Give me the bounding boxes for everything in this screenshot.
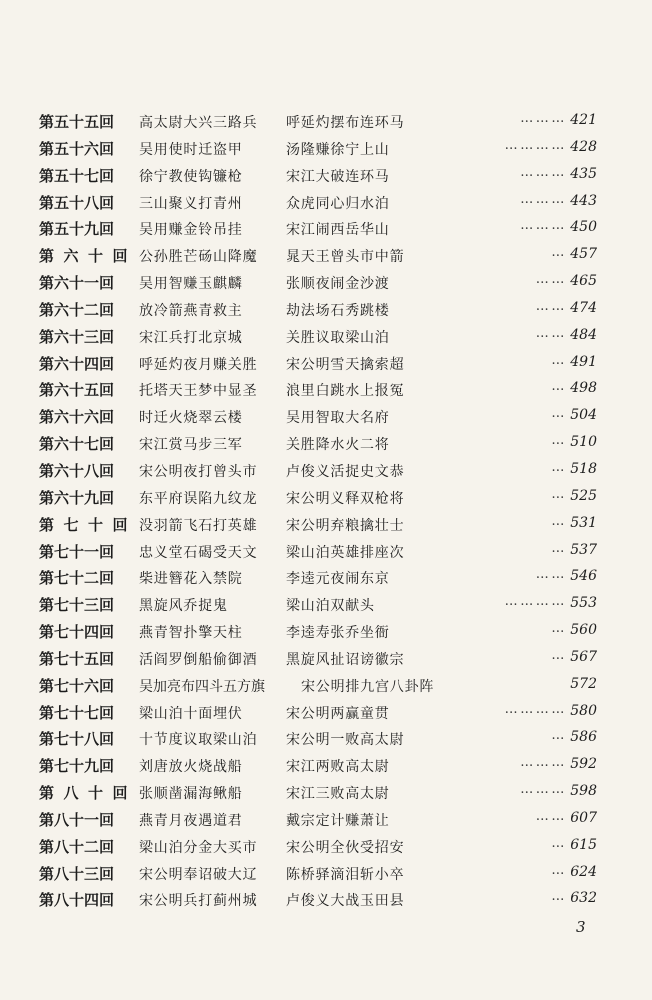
page-ref: 510	[570, 434, 597, 451]
dot-leader: …	[551, 433, 567, 449]
chapter-title-second: 张顺夜闹金沙渡	[286, 276, 390, 293]
chapter-title-first: 吴用使时迁盗甲	[139, 141, 243, 158]
dot-leader: …	[551, 406, 567, 422]
chapter-number: 第七十三回	[39, 596, 115, 615]
chapter-title-first: 东平府误陷九纹龙	[139, 490, 258, 507]
chapter-title-first: 十节度议取梁山泊	[139, 732, 258, 749]
chapter-number: 第六十四回	[39, 354, 115, 373]
dot-leader: …	[551, 647, 567, 663]
page-ref: 474	[570, 299, 597, 316]
dot-leader: …………	[504, 594, 567, 610]
chapter-title-first: 忠义堂石碣受天文	[139, 544, 258, 561]
toc-row	[0, 404, 652, 431]
dot-leader: …	[551, 459, 567, 475]
chapter-title-second: 李逵寿张乔坐衙	[286, 625, 390, 642]
toc-row	[0, 780, 652, 807]
chapter-title-second: 宋公明弃粮擒壮士	[286, 517, 405, 534]
chapter-title-first: 徐宁教使钩镰枪	[139, 168, 243, 185]
page-ref: 567	[570, 648, 597, 665]
dot-leader: ………	[520, 191, 567, 207]
toc-row	[0, 861, 652, 888]
toc-row	[0, 700, 652, 727]
chapter-title-second: 宋江大破连环马	[286, 168, 390, 185]
chapter-title-second: 卢俊义活捉史文恭	[286, 463, 405, 480]
toc-row	[0, 512, 652, 539]
dot-leader: …	[551, 862, 567, 878]
toc-row	[0, 646, 652, 673]
toc-row	[0, 485, 652, 512]
page-ref: 518	[570, 460, 597, 477]
toc-row	[0, 324, 652, 351]
chapter-title-first: 呼延灼夜月赚关胜	[139, 356, 258, 373]
page-ref: 504	[570, 407, 597, 424]
chapter-title-first: 刘唐放火烧战船	[139, 759, 243, 776]
chapter-title-second: 卢俊义大战玉田县	[286, 893, 405, 910]
chapter-title-second: 宋公明两赢童贯	[286, 705, 390, 722]
chapter-number: 第六十九回	[39, 488, 115, 507]
chapter-title-first: 高太尉大兴三路兵	[139, 115, 258, 131]
dot-leader: ……	[535, 808, 567, 824]
chapter-title-second: 李逵元夜闹东京	[286, 571, 390, 588]
page-ref: 615	[570, 836, 597, 853]
toc-row	[0, 431, 652, 458]
chapter-title-second: 浪里白跳水上报冤	[286, 383, 405, 400]
page-ref: 598	[570, 783, 597, 800]
chapter-title-second: 关胜降水火二将	[286, 437, 390, 454]
chapter-number: 第七十八回	[39, 730, 115, 749]
chapter-title-first: 托塔天王梦中显圣	[139, 383, 258, 400]
toc-row	[0, 351, 652, 378]
dot-leader: …	[551, 621, 567, 637]
chapter-title-first: 吴用赚金铃吊挂	[139, 222, 243, 239]
page-ref: 586	[570, 729, 597, 746]
toc-row	[0, 592, 652, 619]
dot-leader: …	[551, 540, 567, 556]
chapter-title-second: 宋江闹西岳华山	[286, 222, 390, 239]
toc-row	[0, 216, 652, 243]
chapter-title-second: 宋江两败高太尉	[286, 759, 390, 776]
page-ref: 553	[570, 595, 597, 612]
chapter-title-second: 汤隆赚徐宁上山	[286, 141, 390, 158]
toc-row	[0, 270, 652, 297]
page-ref: 572	[570, 675, 597, 692]
chapter-number: 第七十二回	[39, 569, 115, 588]
chapter-title-first: 三山聚义打青州	[139, 195, 243, 212]
chapter-number: 第五十七回	[39, 166, 115, 185]
chapter-title-second: 戴宗定计赚萧让	[286, 812, 390, 829]
chapter-number: 第七十六回	[39, 676, 115, 695]
chapter-number: 第七十七回	[39, 703, 115, 722]
dot-leader: …	[551, 889, 567, 905]
chapter-title-first: 燕青月夜遇道君	[139, 812, 243, 829]
toc-row	[0, 726, 652, 753]
dot-leader: …	[551, 513, 567, 529]
chapter-title-second: 宋公明一败高太尉	[286, 732, 405, 749]
page-ref: 632	[570, 890, 597, 907]
chapter-number: 第六十一回	[39, 274, 115, 293]
page-ref: 421	[570, 112, 597, 128]
chapter-number: 第八十四回	[39, 891, 115, 910]
chapter-title-first: 吴加亮布四斗五方旗	[139, 678, 265, 695]
chapter-title-first: 宋江赏马步三军	[139, 437, 243, 454]
chapter-title-second: 关胜议取梁山泊	[286, 329, 390, 346]
dot-leader: ………	[520, 218, 567, 234]
chapter-title-second: 陈桥驿滴泪斩小卒	[286, 866, 405, 883]
chapter-title-second: 黑旋风扯诏谤徽宗	[286, 651, 405, 668]
toc-row	[0, 190, 652, 217]
chapter-title-second: 晁天王曾头市中箭	[286, 249, 405, 266]
chapter-title-first: 宋公明夜打曾头市	[139, 463, 258, 480]
chapter-title-first: 公孙胜芒砀山降魔	[139, 249, 258, 266]
chapter-title-first: 黑旋风乔捉鬼	[139, 598, 228, 615]
chapter-number: 第八十三回	[39, 864, 115, 883]
chapter-title-second: 宋公明雪天擒索超	[286, 356, 405, 373]
dot-leader: …	[551, 245, 567, 261]
page-ref: 531	[570, 514, 597, 531]
page-ref: 428	[570, 138, 597, 155]
chapter-number: 第六十回	[39, 247, 138, 266]
dot-leader: …	[551, 379, 567, 395]
dot-leader: …	[551, 352, 567, 368]
toc-row	[0, 163, 652, 190]
page-ref: 560	[570, 622, 597, 639]
chapter-title-first: 时迁火烧翠云楼	[139, 410, 243, 427]
toc-row	[0, 297, 652, 324]
dot-leader: ………	[520, 164, 567, 180]
dot-leader: ……	[535, 325, 567, 341]
page-ref: 607	[570, 809, 597, 826]
toc-row	[0, 109, 652, 136]
chapter-title-first: 宋公明奉诏破大辽	[139, 866, 258, 883]
page-ref: 580	[570, 702, 597, 719]
chapter-number: 第五十五回	[39, 113, 115, 131]
dot-leader: ……	[535, 272, 567, 288]
chapter-title-second: 梁山泊英雄排座次	[286, 544, 405, 561]
page-ref: 624	[570, 863, 597, 880]
chapter-number: 第七十九回	[39, 757, 115, 776]
dot-leader: …	[551, 728, 567, 744]
chapter-title-second: 宋公明全伙受招安	[286, 839, 405, 856]
toc-row	[0, 458, 652, 485]
chapter-number: 第八十二回	[39, 837, 115, 856]
page-ref: 491	[570, 353, 597, 370]
chapter-number: 第六十七回	[39, 435, 115, 454]
page-ref: 443	[570, 192, 597, 209]
chapter-title-first: 梁山泊分金大买市	[139, 839, 258, 856]
dot-leader: …………	[504, 137, 567, 153]
chapter-title-second: 梁山泊双献头	[286, 598, 375, 615]
chapter-number: 第六十三回	[39, 327, 115, 346]
page-ref: 484	[570, 326, 597, 343]
chapter-number: 第五十六回	[39, 139, 115, 158]
dot-leader: ………	[520, 782, 567, 798]
chapter-title-first: 燕青智扑擎天柱	[139, 625, 243, 642]
chapter-title-first: 宋江兵打北京城	[139, 329, 243, 346]
toc-row	[0, 565, 652, 592]
chapter-title-first: 梁山泊十面埋伏	[139, 705, 243, 722]
toc-row	[0, 834, 652, 861]
dot-leader: …………	[504, 701, 567, 717]
chapter-title-first: 柴进簪花入禁院	[139, 571, 243, 588]
page-ref: 525	[570, 487, 597, 504]
page-ref: 546	[570, 568, 597, 585]
chapter-number: 第六十八回	[39, 461, 115, 480]
toc-row	[0, 673, 652, 700]
dot-leader: …	[551, 486, 567, 502]
toc-row	[0, 807, 652, 834]
dot-leader: ………	[520, 111, 567, 126]
chapter-title-second: 劫法场石秀跳楼	[286, 302, 390, 319]
chapter-number: 第八十回	[39, 784, 138, 803]
dot-leader: ……	[535, 298, 567, 314]
table-of-contents	[0, 109, 652, 914]
chapter-number: 第七十回	[39, 515, 138, 534]
page-ref: 450	[570, 219, 597, 236]
chapter-title-second: 呼延灼摆布连环马	[286, 115, 405, 131]
toc-row	[0, 136, 652, 163]
chapter-title-first: 活阎罗倒船偷御酒	[139, 651, 258, 668]
chapter-number: 第七十五回	[39, 649, 115, 668]
chapter-number: 第八十一回	[39, 810, 115, 829]
page-ref: 537	[570, 541, 597, 558]
chapter-number: 第五十九回	[39, 220, 115, 239]
toc-row	[0, 377, 652, 404]
chapter-title-second: 宋公明义释双枪将	[286, 490, 405, 507]
chapter-title-first: 吴用智赚玉麒麟	[139, 276, 243, 293]
dot-leader: ………	[520, 755, 567, 771]
page-ref: 435	[570, 165, 597, 182]
chapter-number: 第七十四回	[39, 623, 115, 642]
chapter-title-first: 张顺凿漏海鳅船	[139, 786, 243, 803]
page-number: 3	[576, 918, 586, 936]
chapter-title-first: 宋公明兵打蓟州城	[139, 893, 258, 910]
toc-row	[0, 539, 652, 566]
page-ref: 465	[570, 273, 597, 290]
dot-leader: …	[551, 835, 567, 851]
chapter-title-second: 众虎同心归水泊	[286, 195, 390, 212]
chapter-number: 第五十八回	[39, 193, 115, 212]
page-ref: 592	[570, 756, 597, 773]
toc-row	[0, 243, 652, 270]
chapter-title-first: 没羽箭飞石打英雄	[139, 517, 258, 534]
toc-row	[0, 887, 652, 914]
chapter-number: 第六十二回	[39, 300, 115, 319]
chapter-title-first: 放冷箭燕青救主	[139, 302, 243, 319]
chapter-title-second: 宋公明排九宫八卦阵	[301, 678, 435, 695]
page-ref: 457	[570, 246, 597, 263]
toc-row	[0, 753, 652, 780]
toc-row	[0, 619, 652, 646]
chapter-number: 第七十一回	[39, 542, 115, 561]
chapter-title-second: 吴用智取大名府	[286, 410, 390, 427]
chapter-number: 第六十六回	[39, 408, 115, 427]
dot-leader: ……	[535, 567, 567, 583]
chapter-title-second: 宋江三败高太尉	[286, 786, 390, 803]
page-ref: 498	[570, 380, 597, 397]
chapter-number: 第六十五回	[39, 381, 115, 400]
